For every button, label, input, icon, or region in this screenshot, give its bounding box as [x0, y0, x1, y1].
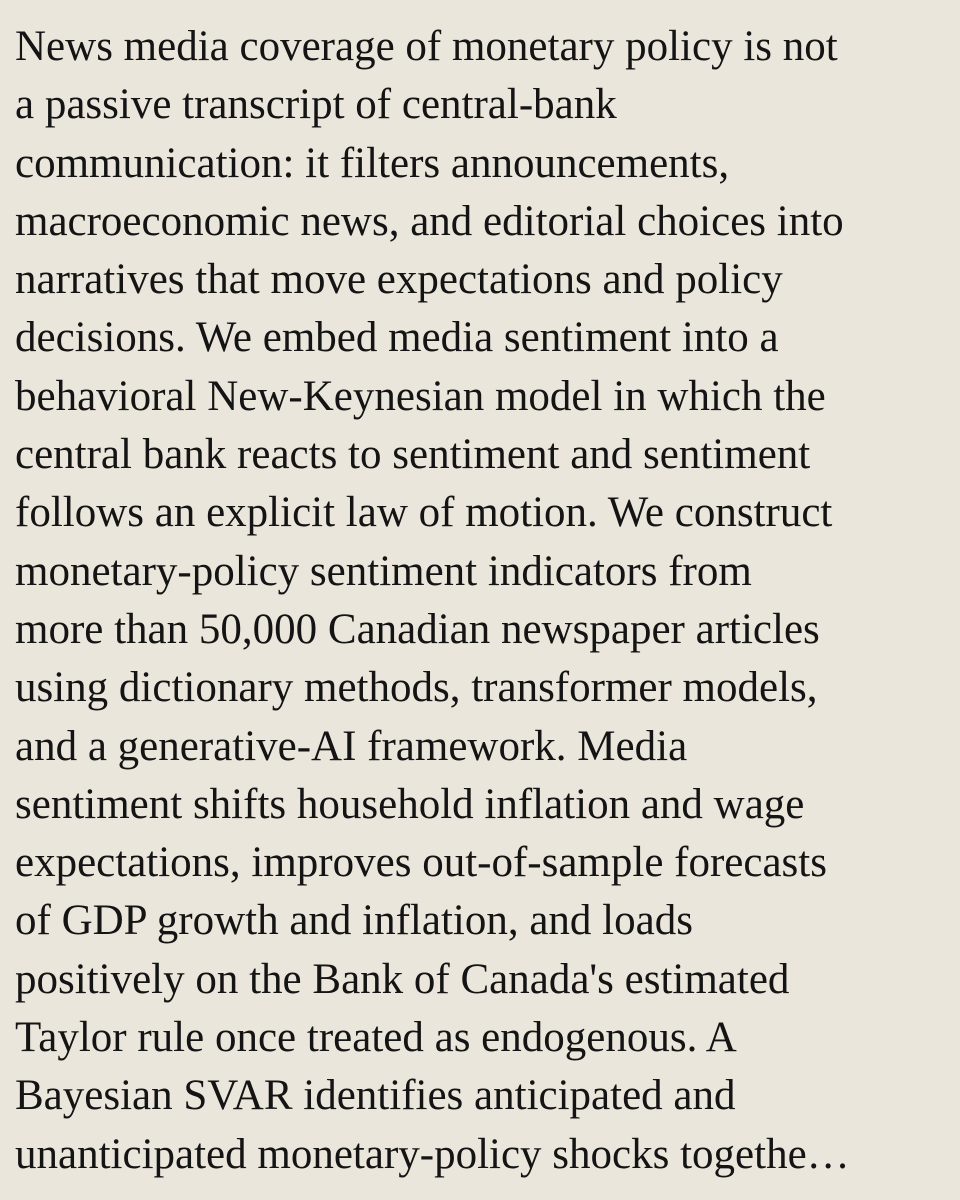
abstract-line: News media coverage of monetary policy is not — [15, 23, 838, 70]
abstract-line: narratives that move expectations and policy — [15, 256, 783, 304]
abstract-line: macroeconomic news, and editorial choices into — [15, 197, 844, 245]
abstract-text — [15, 18, 950, 1184]
abstract-line: decisions. We embed media sentiment into a — [15, 314, 779, 362]
abstract-line: follows an explicit law of motion. We construct — [15, 489, 833, 537]
abstract-line: behavioral New-Keynesian model in which the — [15, 372, 826, 420]
abstract-line: a passive transcript of central-bank — [15, 81, 617, 129]
abstract-line: Bayesian SVAR identifies anticipated and — [15, 1072, 736, 1120]
abstract-line: more than 50,000 Canadian newspaper articles — [15, 605, 820, 653]
abstract-line: communication: it filters announcements, — [15, 139, 730, 187]
abstract-line: expectations, improves out-of-sample forecasts — [15, 839, 827, 887]
abstract-line: of GDP growth and inflation, and loads — [15, 897, 693, 945]
abstract-line: sentiment shifts household inflation and wage — [15, 780, 805, 828]
abstract-line: Taylor rule once treated as endogenous. A — [15, 1014, 737, 1062]
abstract-line: using dictionary methods, transformer models, — [15, 664, 818, 712]
abstract-line: central bank reacts to sentiment and sentiment — [15, 431, 811, 479]
abstract-line: unanticipated monetary-policy shocks togethe… — [15, 1130, 850, 1178]
abstract-line: positively on the Bank of Canada's estimated — [15, 955, 790, 1003]
abstract-line: and a generative-AI framework. Media — [15, 722, 688, 770]
abstract-line: monetary-policy sentiment indicators from — [15, 547, 752, 595]
